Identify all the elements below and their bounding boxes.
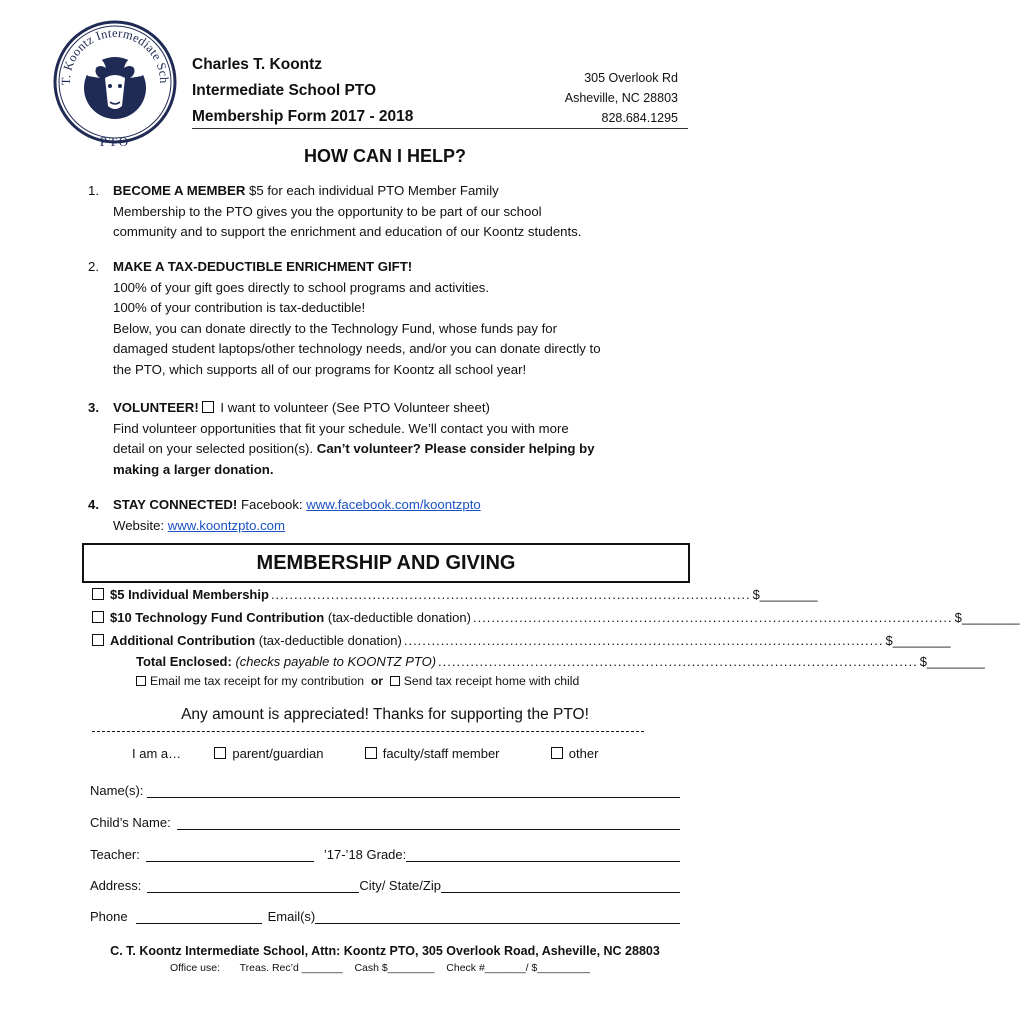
mailing-address-footer: C. T. Koontz Intermediate School, Attn: Koontz PTO, 305 Overlook Road, Asheville, NC 28803 [110,944,660,958]
total-enclosed-line [136,651,985,673]
section-volunteer [88,398,688,480]
technology-fund-checkbox[interactable] [92,611,104,623]
faculty-staff-checkbox[interactable] [365,747,377,759]
city-state-zip-label: City/ State/Zip [359,878,441,893]
teacher-label: Teacher: [90,847,140,862]
section-heading: VOLUNTEER! [113,400,199,415]
technology-fund-line [92,607,1020,629]
send-receipt-checkbox[interactable] [390,676,400,686]
parent-guardian-checkbox[interactable] [214,747,226,759]
section-text: Membership to the PTO gives you the opportunity to be part of our school [113,203,542,219]
school-logo [50,14,180,164]
website-label: Website: [113,517,168,533]
school-phone: 828.684.1295 [601,111,678,125]
section-number: 4. [88,497,99,512]
membership-heading: MEMBERSHIP AND GIVING [82,543,690,583]
address-line-2: Asheville, NC 28803 [564,91,678,105]
section-emphasis: making a larger donation. [113,461,274,477]
teacher-grade-row [90,842,680,862]
receipt-or: or [370,674,384,688]
names-label: Name(s): [90,783,144,798]
phone-label: Phone [90,909,128,924]
total-amount-blank[interactable]: $________ [919,654,985,669]
volunteer-checkbox[interactable] [202,401,214,413]
parent-guardian-label: parent/guardian [232,746,324,761]
city-state-zip-input[interactable] [441,878,680,893]
school-address [565,68,678,128]
line-label: $10 Technology Fund Contribution [110,610,325,625]
title-line-1: Charles T. Koontz [192,56,323,73]
leader-dots: ........................................................................................................ [270,587,751,602]
additional-contribution-checkbox[interactable] [92,634,104,646]
membership-line [92,584,818,606]
address-row [90,873,680,893]
total-note: (checks payable to KOONTZ PTO) [231,654,437,669]
section-text: Below, you can donate directly to the Technology Fund, whose funds pay for [113,320,558,336]
additional-contribution-line [92,630,951,652]
total-label: Total Enclosed: [136,654,232,669]
facebook-link[interactable]: www.facebook.com/koontzpto [306,497,481,512]
website-link[interactable]: www.koontzpto.com [167,517,286,533]
amount-blank[interactable]: $________ [885,633,951,648]
office-use-label: Office use: [170,962,220,974]
email-input[interactable] [315,909,680,924]
section-number: 1. [88,183,99,198]
child-name-input[interactable] [177,815,680,830]
section-become-member [88,181,688,243]
section-lead: $5 for each individual PTO Member Family [245,183,499,198]
grade-label: ’17-’18 Grade: [323,847,407,862]
section-heading: MAKE A TAX-DEDUCTIBLE ENRICHMENT GIFT! [113,259,413,274]
cut-line [92,731,644,732]
section-heading: BECOME A MEMBER [113,183,246,198]
leader-dots: ........................................................................................................ [403,633,884,648]
facebook-label: Facebook: [237,497,307,512]
title-line-3: Membership Form 2017 - 2018 [192,108,414,125]
section-text: community and to support the enrichment and education of our Koontz students. [113,224,582,239]
section-text: 100% of your gift goes directly to school programs and activities. [113,279,490,295]
thanks-message: Any amount is appreciated! Thanks for supporting the PTO! [181,706,589,723]
logo-ring-text: T. Koontz Intermediate Sch [58,25,172,86]
treasurer-received: Treas. Rec’d _______ [239,962,343,974]
leader-dots: ........................................................................................................ [472,610,953,625]
section-stay-connected [88,495,688,536]
office-use-row [170,962,590,974]
section-text: 100% of your contribution is tax-deductible! [113,300,366,315]
line-note: (tax-deductible donation) [255,633,402,648]
email-label: Email(s) [267,909,316,924]
logo-pto-text: PTO [99,134,131,149]
line-note: (tax-deductible donation) [324,610,471,625]
amount-blank[interactable]: $________ [752,587,818,602]
help-heading: HOW CAN I HELP? [304,146,466,166]
individual-membership-checkbox[interactable] [92,588,104,600]
check-number: Check #_______/ $_________ [446,962,590,974]
contact-row [90,904,680,924]
section-enrichment-gift [88,257,688,380]
address-line-1: 305 Overlook Rd [584,71,678,85]
line-label: Additional Contribution [110,633,256,648]
section-text: Find volunteer opportunities that fit your schedule. We’ll contact you with more [113,420,569,436]
role-prefix: I am a… [132,746,182,761]
address-input[interactable] [147,878,359,893]
receipt-options [136,674,579,688]
section-number: 2. [88,259,99,274]
names-input[interactable] [147,783,680,798]
section-number: 3. [88,400,99,415]
section-emphasis: Can’t volunteer? Please consider helping by [316,441,595,456]
other-checkbox[interactable] [551,747,563,759]
cash-amount: Cash $________ [354,962,435,974]
leader-dots: ........................................................................................................ [438,654,918,669]
child-name-label: Child’s Name: [90,815,171,830]
names-row [90,778,680,798]
faculty-staff-label: faculty/staff member [382,746,500,761]
header-divider [192,128,688,129]
grade-input[interactable] [406,847,680,862]
ram-icon [83,57,146,119]
amount-blank[interactable]: $________ [954,610,1020,625]
section-heading: STAY CONNECTED! [113,497,238,512]
teacher-input[interactable] [146,847,314,862]
role-selection [132,746,598,761]
email-receipt-label: Email me tax receipt for my contribution [150,674,365,688]
child-name-row [90,810,680,830]
section-text: damaged student laptops/other technology needs, and/or you can donate directly to [113,341,601,356]
section-text: detail on your selected position(s). [113,441,317,456]
send-receipt-label: Send tax receipt home with child [403,674,580,688]
phone-input[interactable] [136,909,262,924]
email-receipt-checkbox[interactable] [136,676,146,686]
address-label: Address: [90,878,142,893]
volunteer-checkbox-label: I want to volunteer (See PTO Volunteer sheet) [220,400,490,415]
section-text: the PTO, which supports all of our programs for Koontz all school year! [113,361,527,377]
other-label: other [568,746,599,761]
title-line-2: Intermediate School PTO [192,82,377,99]
line-label: $5 Individual Membership [110,587,269,602]
form-title [192,52,413,130]
